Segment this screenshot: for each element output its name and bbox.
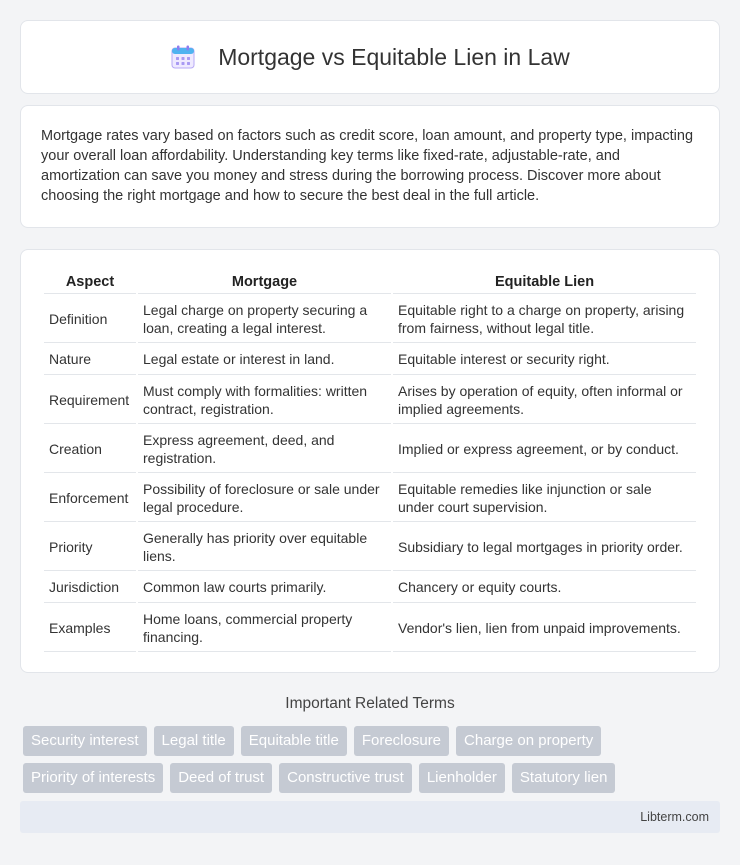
tag-charge-on-property[interactable]: Charge on property [456, 726, 601, 756]
intro-text: Mortgage rates vary based on factors such as credit score, loan amount, and property type, impacting your overall loan affordability. Understanding key terms like fixed-rate, adjustable-rate, and amortization can save you money and stress during the borrowing process. Discover more about choosing the right mortgage and how to secure the best deal in the full article. [41, 128, 694, 204]
cell-mortgage: Legal estate or interest in land. [138, 345, 391, 375]
cell-mortgage: Home loans, commercial property financing. [138, 605, 391, 652]
tag-lienholder[interactable]: Lienholder [419, 763, 505, 793]
comparison-card [20, 249, 720, 673]
cell-aspect: Enforcement [44, 475, 136, 522]
cell-equitable-lien: Subsidiary to legal mortgages in priority order. [393, 524, 696, 571]
cell-equitable-lien: Vendor's lien, lien from unpaid improvements. [393, 605, 696, 652]
cell-equitable-lien: Equitable interest or security right. [393, 345, 696, 375]
page-title: Mortgage vs Equitable Lien in Law [218, 43, 570, 70]
cell-aspect: Nature [44, 345, 136, 375]
tag-constructive-trust[interactable]: Constructive trust [279, 763, 412, 793]
table-row [44, 426, 696, 473]
tag-foreclosure[interactable]: Foreclosure [354, 726, 449, 756]
cell-aspect: Examples [44, 605, 136, 652]
tag-statutory-lien[interactable]: Statutory lien [512, 763, 616, 793]
cell-aspect: Priority [44, 524, 136, 571]
cell-aspect: Jurisdiction [44, 573, 136, 603]
tag-legal-title[interactable]: Legal title [154, 726, 234, 756]
related-terms-title: Important Related Terms [285, 695, 455, 712]
header-equitable-lien: Equitable Lien [393, 270, 696, 294]
table-row [44, 296, 696, 343]
intro-card [20, 105, 720, 228]
header-aspect: Aspect [44, 270, 136, 294]
cell-mortgage: Common law courts primarily. [138, 573, 391, 603]
cell-mortgage: Possibility of foreclosure or sale under legal procedure. [138, 475, 391, 522]
table-row [44, 524, 696, 571]
cell-equitable-lien: Equitable right to a charge on property, arising from fairness, without legal title. [393, 296, 696, 343]
header-card [20, 20, 720, 94]
cell-mortgage: Must comply with formalities: written contract, registration. [138, 377, 391, 424]
footer-brand-link[interactable]: Libterm.com [640, 810, 709, 824]
cell-mortgage: Generally has priority over equitable liens. [138, 524, 391, 571]
tag-equitable-title[interactable]: Equitable title [241, 726, 347, 756]
table-row [44, 377, 696, 424]
cell-equitable-lien: Implied or express agreement, or by conduct. [393, 426, 696, 473]
related-terms-list [20, 726, 720, 793]
tag-deed-of-trust[interactable]: Deed of trust [170, 763, 272, 793]
table-row [44, 475, 696, 522]
cell-equitable-lien: Equitable remedies like injunction or sale under court supervision. [393, 475, 696, 522]
cell-mortgage: Legal charge on property securing a loan, creating a legal interest. [138, 296, 391, 343]
cell-equitable-lien: Arises by operation of equity, often informal or implied agreements. [393, 377, 696, 424]
table-row [44, 345, 696, 375]
cell-aspect: Requirement [44, 377, 136, 424]
tag-priority-of-interests[interactable]: Priority of interests [23, 763, 163, 793]
header-mortgage: Mortgage [138, 270, 391, 294]
table-row [44, 573, 696, 603]
footer [20, 801, 720, 833]
tag-security-interest[interactable]: Security interest [23, 726, 147, 756]
table-row [44, 605, 696, 652]
cell-aspect: Definition [44, 296, 136, 343]
calendar-icon [170, 44, 196, 70]
table-header-row [44, 270, 696, 294]
cell-mortgage: Express agreement, deed, and registration. [138, 426, 391, 473]
cell-aspect: Creation [44, 426, 136, 473]
comparison-table [42, 268, 698, 654]
cell-equitable-lien: Chancery or equity courts. [393, 573, 696, 603]
